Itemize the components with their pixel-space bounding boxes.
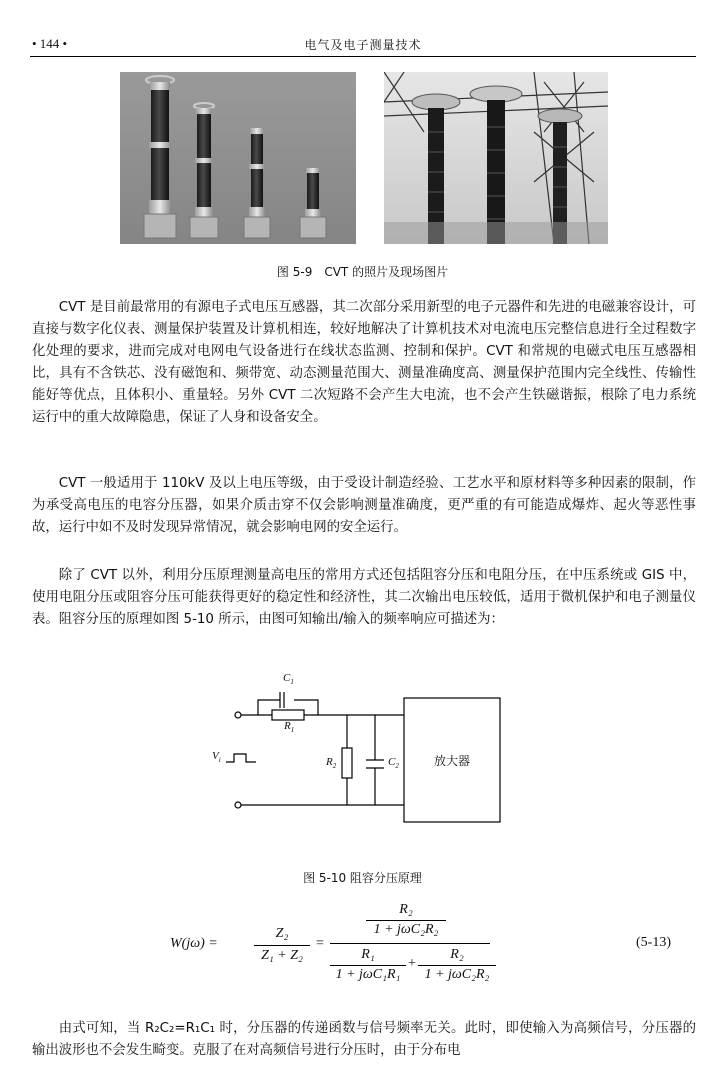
paragraph-closing: 由式可知，当 R₂C₂=R₁C₁ 时，分压器的传递函数与信号频率无关。此时，即使输入为高频信号，分压器的输出波形也不会发生畸变。克服了在对高频信号进行分压时，由于分布电 [32,1021,696,1058]
equation-number: (5-13) [636,935,671,950]
eq-b2-bar [418,965,496,966]
eq-b1-denominator: 1 + jωC₁R₁ [335,967,401,982]
eq-b2-denominator: 1 + jωC₂R₂ [424,967,490,982]
figure-5-9-caption: 图 5-9 CVT 的照片及现场图片 [276,265,449,279]
eq-z-denominator: Z₁ + Z₂ [261,948,303,963]
paragraph-divider-methods: 除了 CVT 以外，利用分压原理测量高电压的常用方式还包括阻容分压和电阻分压，在中压系统或 GIS 中，使用电阻分压或阻容分压可能获得更好的稳定性和经济性，其二次输出电压较低，适用于微机保护和电子测量仪表。阻容分压的原理如图 5-10 所示，由图可知输出/输入的频率响应可描述为： [32,568,696,627]
eq-fraction-bar [254,945,310,946]
vi-label: $V_i$ [212,750,221,765]
eq-b2-numerator: R₂ [450,947,464,962]
equation-5-13 [170,900,500,990]
r2-label: $R_2$ [326,756,337,771]
page-number: • 144 • [32,36,68,51]
rc-divider-circuit [190,670,530,840]
eq-equals: = [316,936,324,951]
amplifier-label: 放大器 [433,754,470,768]
eq-top-numerator: R₂ [399,902,413,917]
cvt-studio-photo [120,72,356,244]
running-title: 电气及电子测量技术 [304,38,422,52]
eq-top-denominator: 1 + jωC₂R₂ [373,922,439,937]
figure-5-10-caption: 图 5-10 阻容分压原理 [303,871,422,885]
paragraph-cvt-usage: CVT 一般适用于 110kV 及以上电压等级，由于受设计制造经验、工艺水平和原材料等多种因素的限制，作为承受高电压的电容分压器，如果介质击穿不仅会影响测量准确度，更严重的有可能造成爆炸、起火等恶性事故，运行中如不及时发现异常情况，就会影响电网的安全运行。 [32,476,696,535]
eq-main-bar [330,943,490,944]
eq-z-numerator: Z₂ [275,926,289,941]
eq-top-bar [366,920,446,921]
c1-label: $C_1$ [283,672,294,687]
page-header [30,36,696,57]
c2-label: $C_2$ [388,756,399,771]
paragraph-cvt-intro: CVT 是目前最常用的有源电子式电压互感器，其二次部分采用新型的电子元器件和先进的电磁兼容设计，可直接与数字化仪表、测量保护装置及计算机相连，较好地解决了计算机技术对电流电压完整信息进行全过程数字化处理的要求，进而完成对电网电气设备进行在线状态监测、控制和保护。CVT 和常规的电磁式电压互感器相比，具有不含铁芯、没有磁饱和、频带宽、动态测量范围大、测量准确度高、测量保护范围内完全线性、传输性能好等优点，且体积小、重量轻。另外 CVT 二次短路不会产生大电流，也不会产生铁磁谐振，根除了电力系统运行中的重大故障隐患，保证了人身和设备安全。 [32,300,696,425]
cvt-field-photo [384,72,608,244]
eq-b1-bar [330,965,406,966]
eq-lhs: W(jω) = [170,936,218,951]
eq-plus: + [408,956,416,971]
eq-b1-numerator: R₁ [361,947,375,962]
r1-label: $R_1$ [284,720,295,735]
